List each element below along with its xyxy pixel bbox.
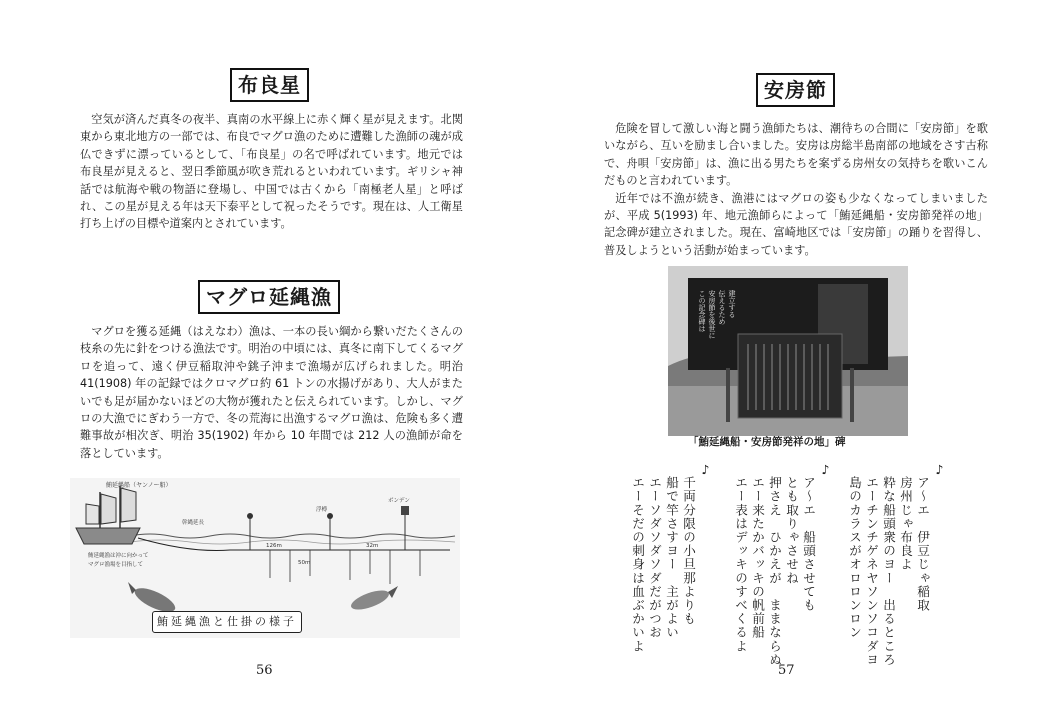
monument-photo (668, 266, 908, 436)
stone-text-1: この記念碑は (698, 290, 706, 332)
song-line: 島のカラスがオロロンロン (847, 476, 862, 640)
photo-caption: 「鮪延縄船・安房節発祥の地」碑 (688, 436, 846, 448)
song-line: 房州じゃ布良よ (898, 476, 913, 572)
song-line: エーソダソダソダだがつお (647, 476, 662, 640)
song-note-icon: ♪ (818, 462, 833, 478)
awabushi-song-lyrics (612, 462, 947, 667)
title-maguro-haenawa: マグロ延縄漁 (198, 280, 340, 314)
page-number-left: 56 (256, 663, 273, 678)
label-dist2: 32m (366, 543, 379, 549)
paragraph-text: マグロを獲る延縄（はえなわ）漁は、一本の長い綱から繋いだたくさんの枝糸の先に針をつける漁法です。明治の中頃には、真冬に南下してくるマグロを追って、遠く伊豆稲取沖や銚子沖まで漁場が広げられました。明治 41(1908) 年の記録ではクロマグロ約 61 トンの水揚げがあり、大人がまたいでも足が届かないほどの大物が獲れたと伝えられています。しかし、マグロの大漁でにぎわう一方で、冬の荒海に出漁するマグロ漁は、危険も多く遭難事故が相次ぎ、明治 35(1902) 年から 10 年間では 212 人の漁師が命を落としています。 (80, 325, 463, 460)
fence-post (726, 368, 730, 422)
paragraph-text: 近年では不漁が続き、漁港にはマグロの姿も少なくなってしまいましたが、平成 5(1993) 年、地元漁師らによって「鮪延縄船・安房節発祥の地」記念碑が建立されました。現在、富崎地区では「安房節」の踊りを習得し、普及しようという活動が始まっています。 (604, 191, 988, 257)
label-dist1: 126m (266, 543, 282, 549)
label-boat-note1: 鮪延縄漁は沖に向かって (88, 553, 149, 559)
label-float: ボンデン (388, 498, 410, 504)
song-line: 千両分限の小旦那よりも (681, 476, 696, 626)
paragraph-maguro-haenawa (80, 323, 463, 462)
illustration-caption: 鮪延縄漁と仕掛の様子 (152, 611, 302, 633)
title-merabosi: 布良星 (230, 68, 309, 102)
song-line: 押さえ ひかえが ままならぬ (767, 476, 782, 667)
paragraph-merabosi (80, 111, 463, 233)
label-boat: 鮪延縄船（ヤンノー船） (106, 482, 172, 489)
song-line: 粋な船頭衆のヨー 出るところ (881, 476, 896, 667)
paragraph-text: 危険を冒して激しい海と闘う漁師たちは、潮待ちの合間に「安房節」を歌いながら、互いを励まし合いました。安房は房総半島南部の地域をさす古称で、舟唄「安房節」は、漁に出る男たちを案ずる房州女の気持ちを歌いこんだものと言われています。 (604, 122, 988, 188)
song-line: ア～エ 伊豆じゃ稲取 (915, 476, 930, 612)
stone-text-3: 伝えるため (718, 290, 726, 325)
song-note-icon: ♪ (932, 462, 947, 478)
song-line: エーそだの刺身は血ぶかいよ (630, 476, 645, 653)
song-line: とも取りゃさせね (784, 476, 799, 585)
label-main-line: 幹縄延長 (182, 520, 205, 526)
song-note-icon: ♪ (698, 462, 713, 478)
song-line: エー表はデッキのすべくるよ (733, 476, 748, 653)
label-boat-note2: マグロ漁場を目指して (88, 562, 144, 568)
label-buoy: 浮樽 (316, 507, 328, 513)
paragraph-text: 空気が済んだ真冬の夜半、真南の水平線上に赤く輝く星が見えます。北関東から東北地方の一部では、布良でマグロ漁のために遭難した漁師の魂が成仏できずに漂っているとして、「布良星」の名で呼ばれています。地元では布良星が見えると、翌日季節風が吹き荒れるといわれています。ギリシャ神話では航海や戦の物語に登場し、中国では古くから「南極老人星」と呼ばれ、この星が見える年は天下泰平として祝ったそうです。現在は、人工衛星打ち上げの目標や道案内とされています。 (80, 113, 463, 231)
page-number-right: 57 (778, 663, 795, 678)
song-line: ア～エ 船頭させても (801, 476, 816, 612)
fence-post (850, 368, 854, 422)
song-line: 船で竿さすヨー 主がよい (664, 476, 679, 640)
title-awabushi: 安房節 (756, 73, 835, 107)
stone-text-2: 安房節を後世に (708, 290, 716, 339)
label-depth: 50m (298, 560, 311, 566)
stone-text-4: 建立する (728, 290, 736, 318)
paragraph-awabushi (604, 120, 988, 259)
monument-signboard (738, 334, 842, 418)
song-line: エーチンチゲネヤソンソコダヨ (864, 476, 879, 667)
song-line: エー来たかバッキの帆前船 (750, 476, 765, 640)
